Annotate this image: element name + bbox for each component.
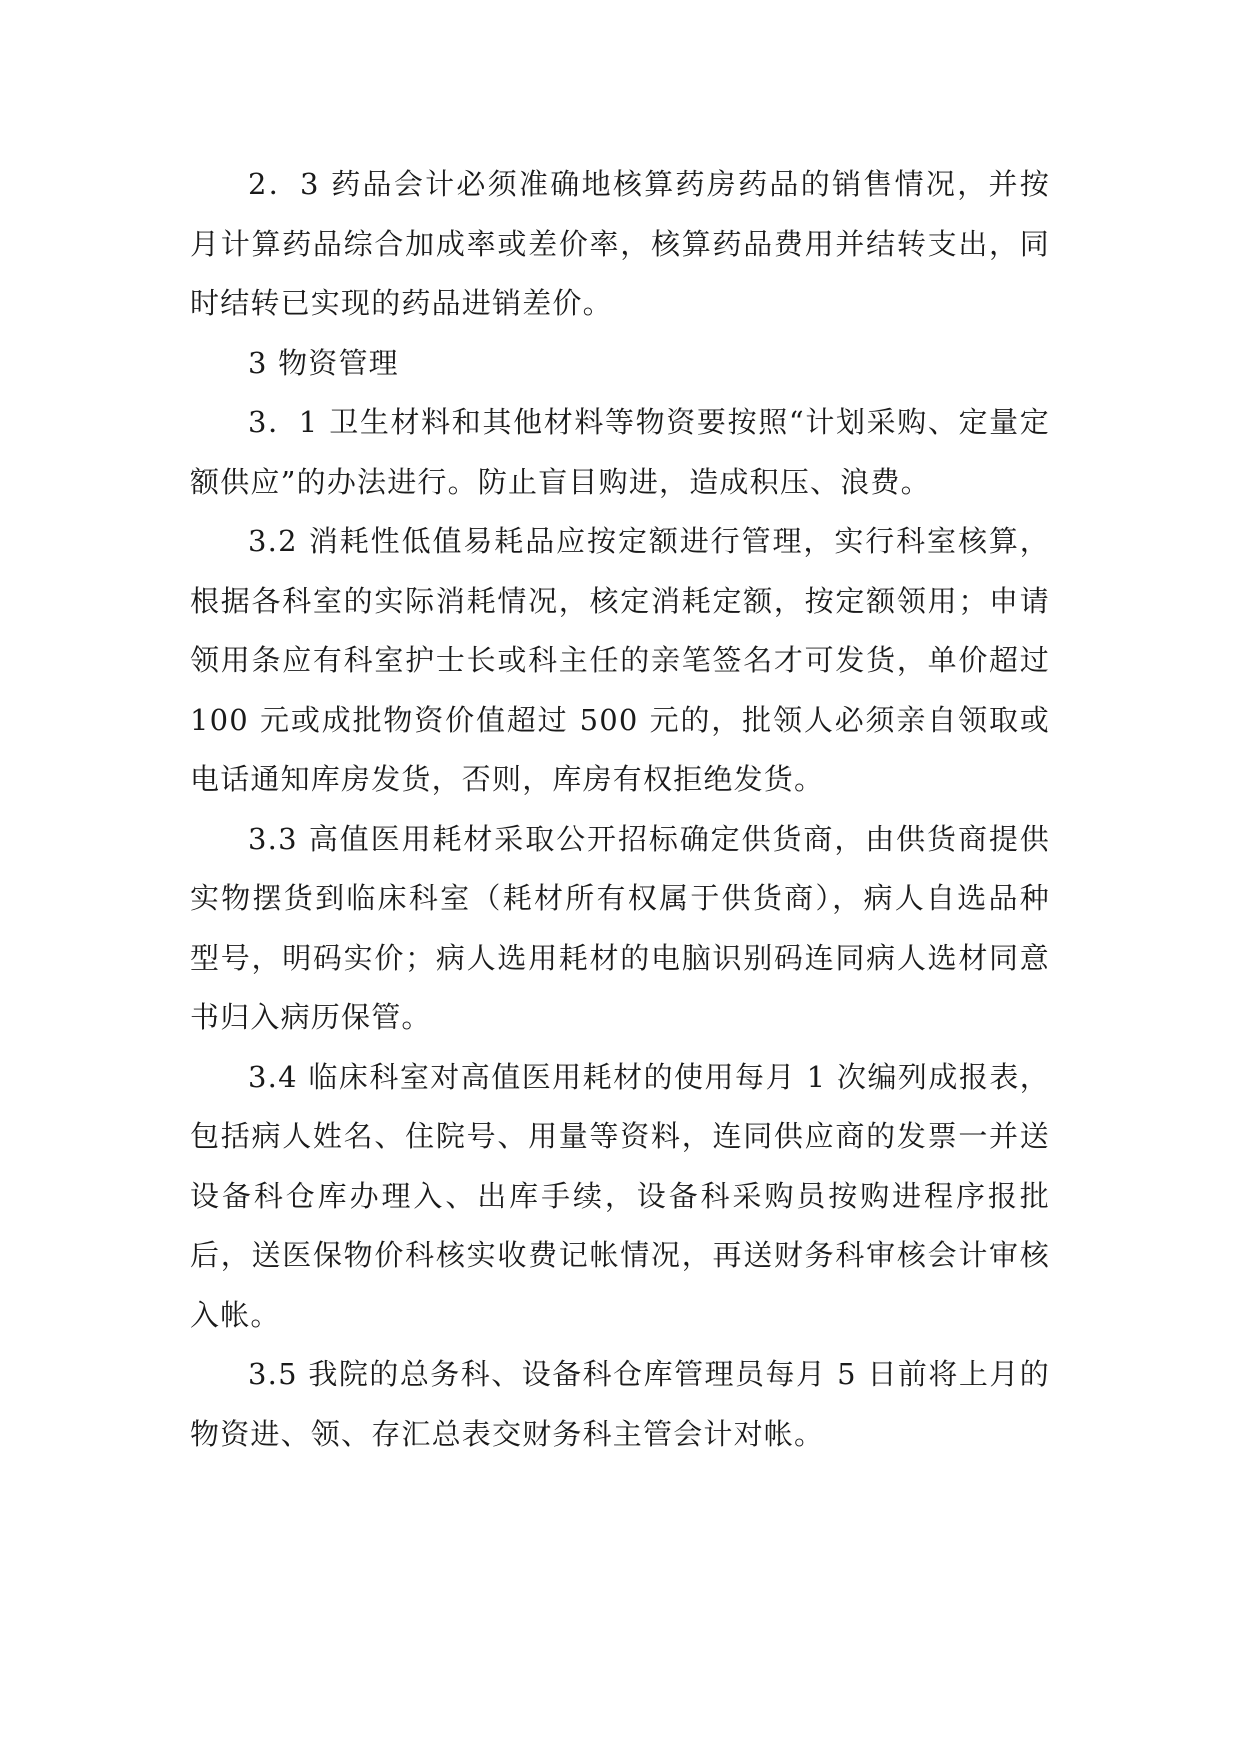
paragraph-2-3: 2．3 药品会计必须准确地核算药房药品的销售情况，并按月计算药品综合加成率或差价率，核算药品费用并结转支出，同时结转已实现的药品进销差价。 <box>190 167 1050 320</box>
paragraph-3-5: 3.5 我院的总务科、设备科仓库管理员每月 5 日前将上月的物资进、领、存汇总表交财务科主管会计对帐。 <box>190 1357 1050 1451</box>
paragraph-3-3: 3.3 高值医用耗材采取公开招标确定供货商，由供货商提供实物摆货到临床科室（耗材所有权属于供货商），病人自选品种型号，明码实价；病人选用耗材的电脑识别码连同病人选材同意书归入病历保管。 <box>190 821 1050 1034</box>
paragraph-3-2: 3.2 消耗性低值易耗品应按定额进行管理，实行科室核算，根据各科室的实际消耗情况，核定消耗定额，按定额领用；申请领用条应有科室护士长或科主任的亲笔签名才可发货，单价超过 100 元或成批物资价值超过 500 元的，批领人必须亲自领取或电话通知库房发货，否则，库房有权拒绝发货。 <box>190 524 1050 796</box>
paragraph-3-4: 3.4 临床科室对高值医用耗材的使用每月 1 次编列成报表，包括病人姓名、住院号、用量等资料，连同供应商的发票一并送设备科仓库办理入、出库手续，设备科采购员按购进程序报批后，送医保物价科核实收费记帐情况，再送财务科审核会计审核入帐。 <box>190 1059 1050 1332</box>
paragraph-3-1: 3．1 卫生材料和其他材料等物资要按照“计划采购、定量定额供应”的办法进行。防止盲目购进，造成积压、浪费。 <box>190 405 1050 499</box>
section-heading-3: 3 物资管理 <box>248 345 399 380</box>
document-body <box>190 155 1050 1464</box>
